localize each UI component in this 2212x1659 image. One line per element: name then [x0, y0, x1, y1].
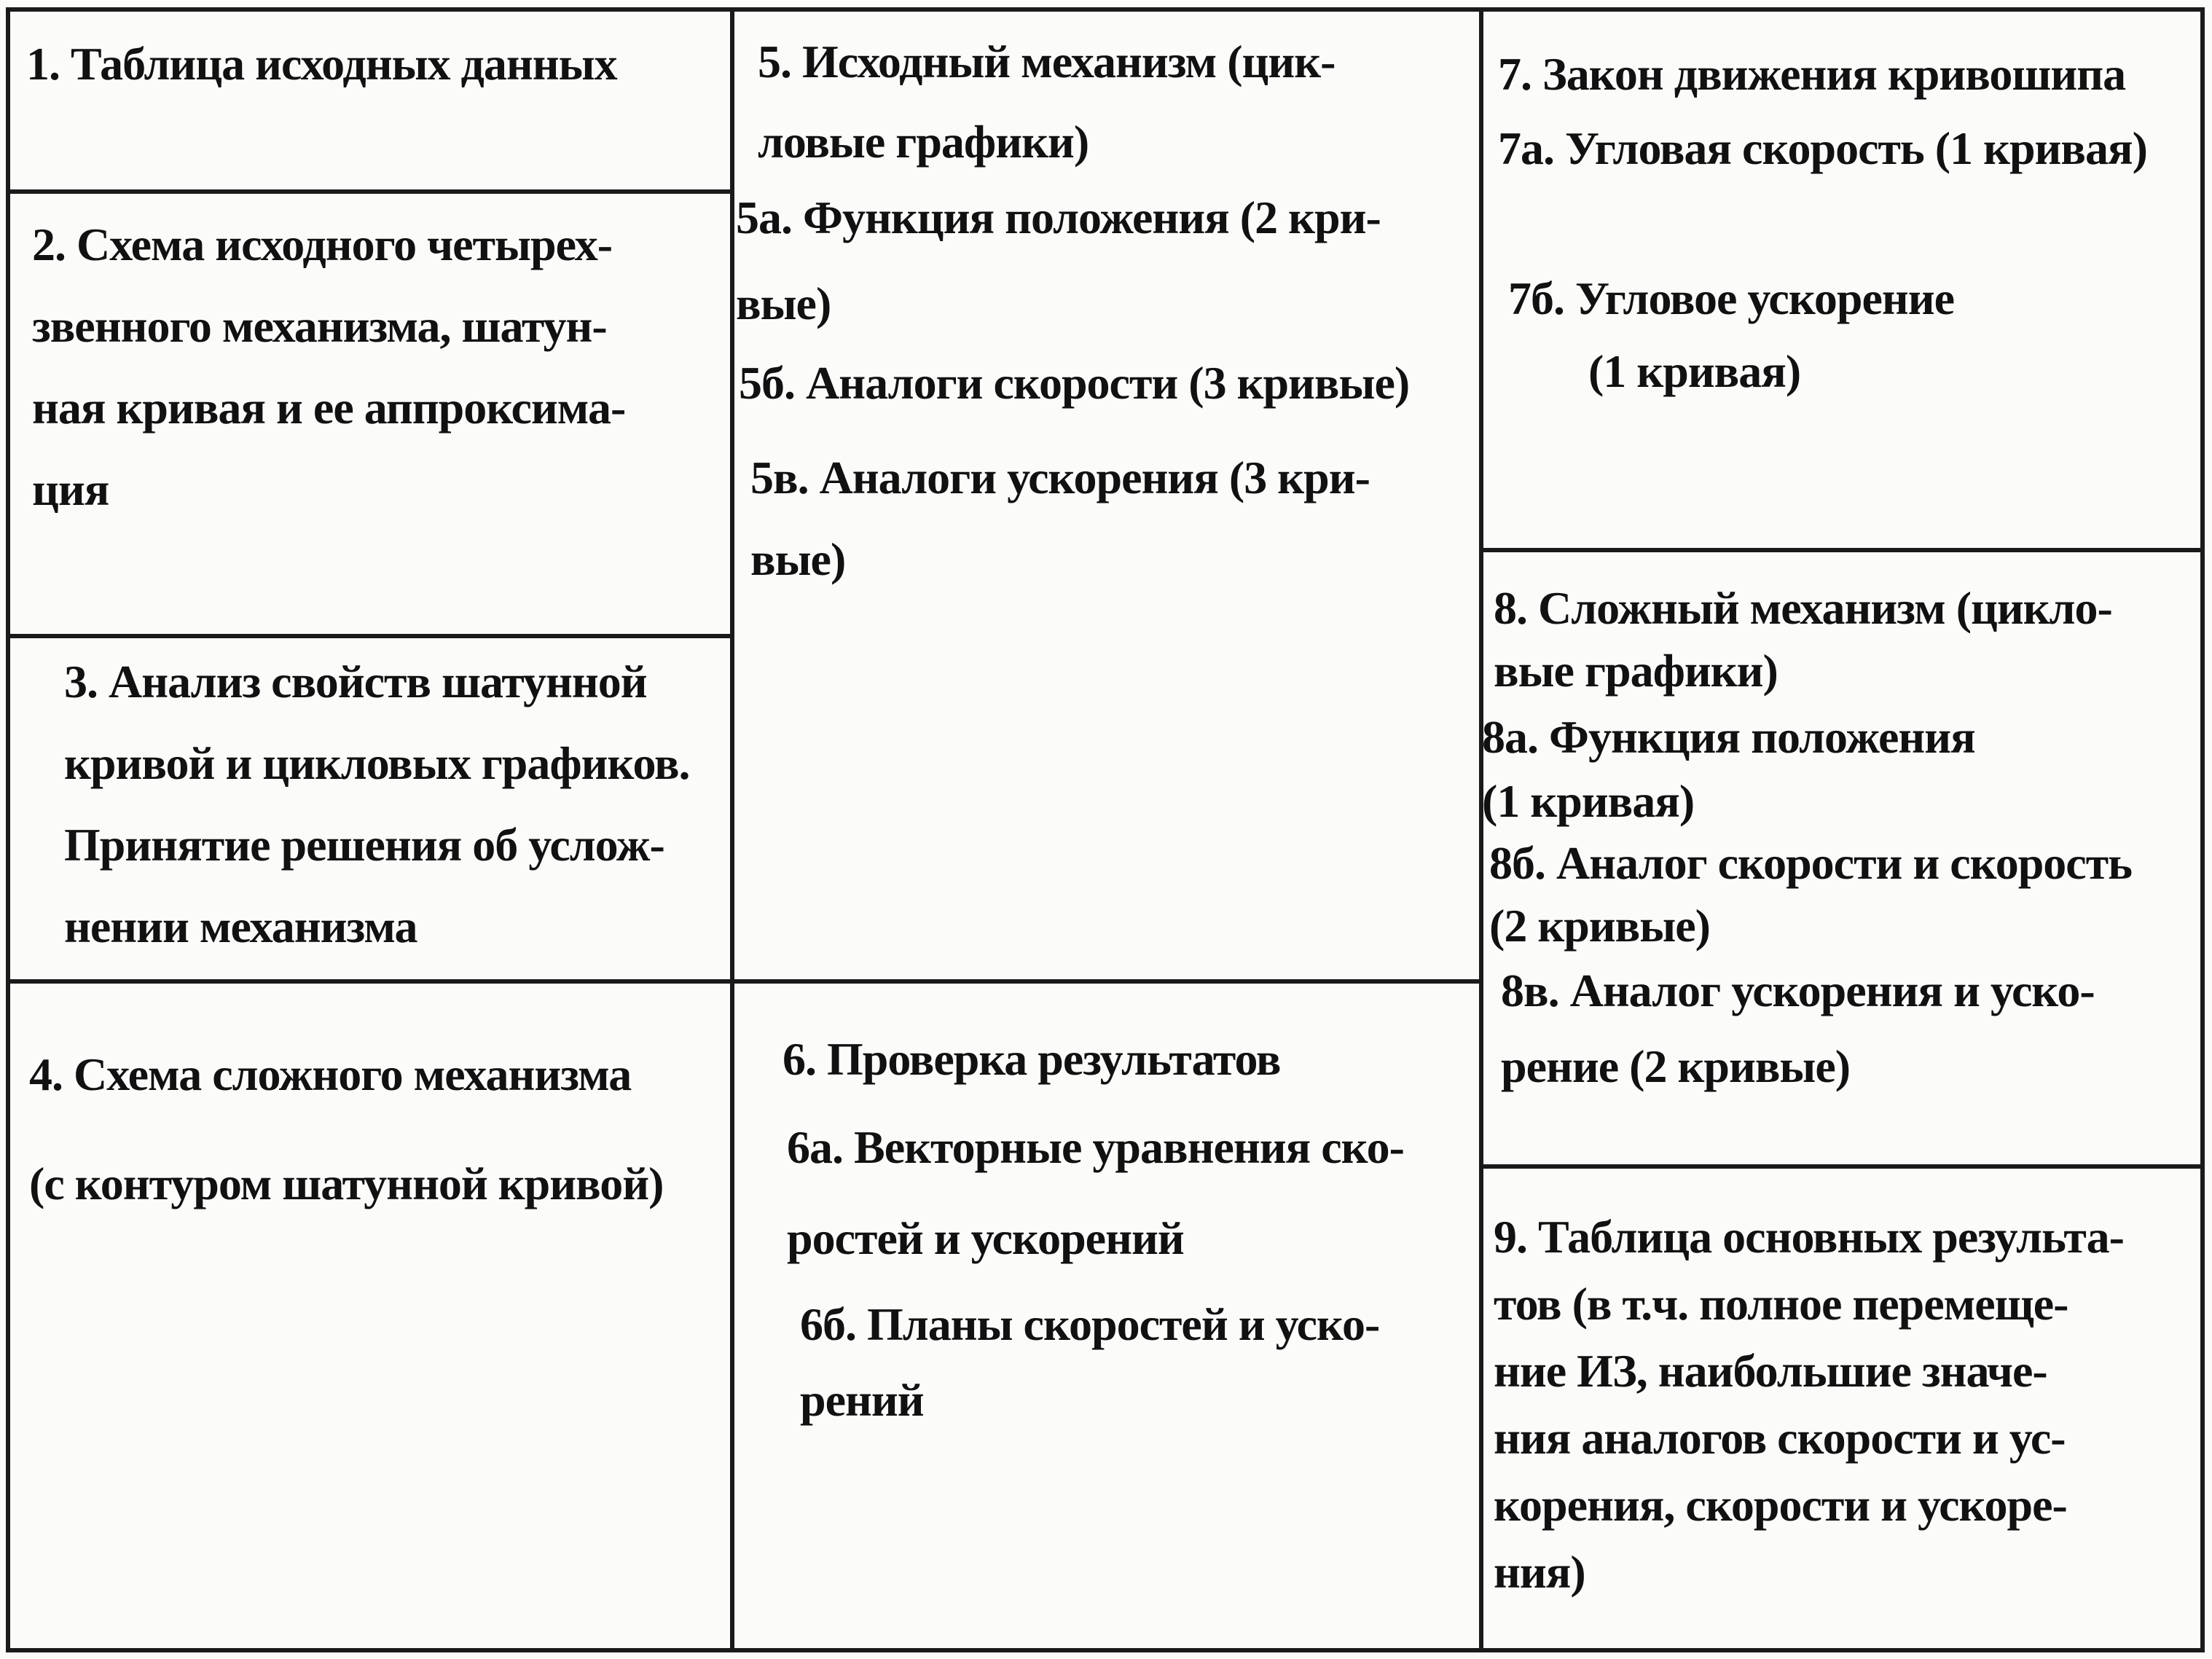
block-7b-line-2: (1 кривая)	[1588, 345, 1801, 397]
block-8a: 8а. Функция положения (1 кривая)	[1482, 711, 1975, 827]
block-7b-line-1: 7б. Угловое ускорение	[1508, 272, 1954, 324]
block-9: 9. Таблица основных результа- тов (в т.ч. полное перемеще- ние ИЗ, наибольшие значе- ния аналогов скорости и ус- корения, скорости и ускоре- ния)	[1494, 1211, 2124, 1598]
block-7b	[1508, 189, 1954, 481]
block-5: 5. Исходный механизм (цик- ловые графики)	[758, 36, 1336, 168]
block-7: 7. Закон движения кривошипа	[1498, 48, 2126, 100]
block-5b: 5б. Аналоги скорости (3 кривые)	[739, 357, 1410, 409]
block-7b-text	[1508, 262, 1954, 408]
block-8v: 8в. Аналог ускорения и уско- рение (2 кривые)	[1501, 965, 2095, 1092]
block-5v: 5в. Аналоги ускорения (3 кри- вые)	[750, 452, 1370, 585]
block-5a: 5а. Функция положения (2 кри- вые)	[736, 192, 1381, 329]
block-8: 8. Сложный механизм (цикло- вые графики)	[1494, 582, 2112, 697]
block-6a: 6а. Векторные уравнения ско- ростей и ускорений	[787, 1121, 1404, 1264]
block-1: 1. Таблица исходных данных	[26, 38, 617, 90]
block-6b: 6б. Планы скоростей и уско- рений	[800, 1298, 1380, 1426]
block-7a: 7а. Угловая скорость (1 кривая)	[1498, 122, 2147, 174]
block-6: 6. Проверка результатов	[783, 1033, 1281, 1085]
block-8b: 8б. Аналог скорости и скорость (2 кривые)	[1489, 837, 2132, 952]
block-3: 3. Анализ свойств шатунной кривой и цикловых графиков. Принятие решения об услож- нении механизма	[64, 656, 690, 952]
block-4: 4. Схема сложного механизма (с контуром шатунной кривой)	[29, 1048, 664, 1209]
block-2: 2. Схема исходного четырех- звенного механизма, шатун- ная кривая и ее аппроксима- ция	[32, 219, 626, 515]
